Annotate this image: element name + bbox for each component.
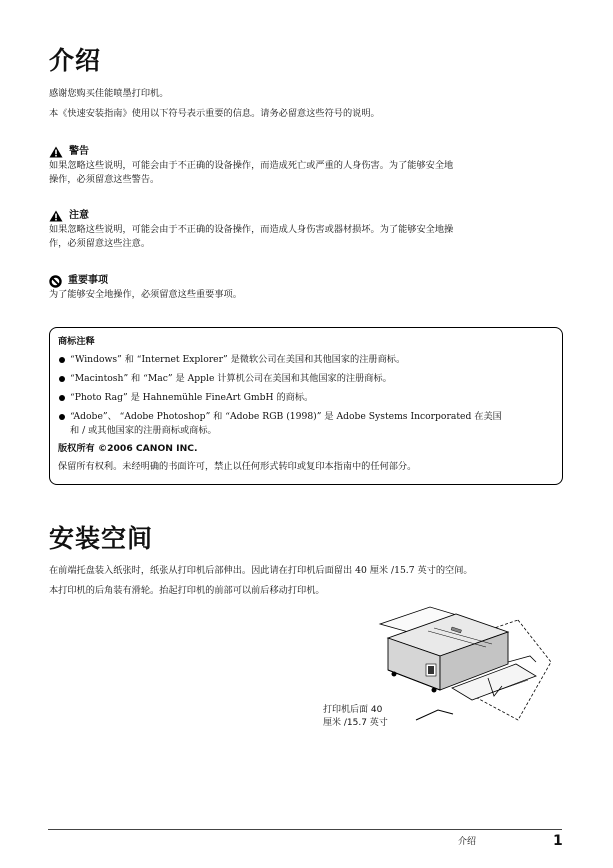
important-text-line-1: 为了能够安全地操作，必须留意这些重要事项。	[49, 289, 242, 300]
caution-triangle-icon	[49, 210, 63, 222]
caution-title: 注意	[69, 210, 89, 221]
caution-notice	[49, 209, 564, 251]
intro-paragraph-2: 本《快速安装指南》使用以下符号表示重要的信息。请务必留意这些符号的说明。	[49, 108, 380, 119]
illustration-caption-line-1: 打印机后面 40	[323, 705, 383, 715]
illustration-caption	[323, 704, 418, 730]
trademark-item: “Windows” 和 “Internet Explorer” 是微软公司在美国和其他国家的注册商标。	[58, 353, 554, 367]
prohibition-icon	[49, 275, 62, 288]
illustration-caption-line-2: 厘米 /15.7 英寸	[323, 718, 388, 728]
warning-text-line-2: 操作，必须留意这些警告。	[49, 174, 160, 185]
installation-space-paragraph-1: 在前端托盘装入纸张时，纸张从打印机后部伸出。因此请在打印机后面留出 40 厘米 /15.7 英寸的空间。	[49, 565, 473, 576]
copyright-title: 版权所有 ©2006 CANON INC.	[58, 443, 198, 454]
warning-title: 警告	[69, 146, 89, 157]
warning-text-line-1: 如果忽略这些说明，可能会由于不正确的设备操作，而造成死亡或严重的人身伤害。为了能够安全地	[49, 160, 454, 171]
important-title-row	[49, 274, 564, 288]
trademark-item-line-1: “Adobe”、 “Adobe Photoshop” 和 “Adobe RGB (1998)” 是 Adobe Systems Incorporated 在美国	[70, 411, 502, 422]
warning-notice	[49, 145, 564, 187]
copyright-text: 保留所有权利。未经明确的书面许可，禁止以任何形式转印或复印本指南中的任何部分。	[58, 461, 417, 472]
footer-page-number: 1	[553, 833, 563, 849]
installation-space-paragraph-2: 本打印机的后角装有滑轮。抬起打印机的前部可以前后移动打印机。	[49, 585, 325, 596]
installation-space-title: 安装空间	[49, 524, 154, 553]
intro-paragraph-1: 感谢您购买佳能喷墨打印机。	[49, 88, 169, 99]
caution-title-row	[49, 209, 564, 223]
trademark-item: “Macintosh” 和 “Mac” 是 Apple 计算机公司在美国和其他国家的注册商标。	[58, 372, 554, 386]
warning-title-row	[49, 145, 564, 159]
footer-divider	[48, 829, 562, 830]
trademark-title: 商标注释	[58, 336, 95, 347]
trademark-item	[58, 410, 554, 438]
trademark-item-line-2: 和 / 或其他国家的注册商标或商标。	[70, 425, 217, 436]
caution-text-line-1: 如果忽略这些说明，可能会由于不正确的设备操作，而造成人身伤害或器材损坏。为了能够安全地操	[49, 224, 454, 235]
trademark-item: “Photo Rag” 是 Hahnemühle FineArt GmbH 的商标。	[58, 391, 554, 405]
trademark-box	[49, 327, 563, 485]
footer-section-label: 介绍	[458, 837, 477, 847]
warning-triangle-icon	[49, 146, 63, 158]
important-title: 重要事项	[68, 275, 108, 286]
caution-text-line-2: 作，必须留意这些注意。	[49, 238, 151, 249]
intro-title: 介绍	[49, 46, 102, 75]
important-notice	[49, 274, 564, 302]
